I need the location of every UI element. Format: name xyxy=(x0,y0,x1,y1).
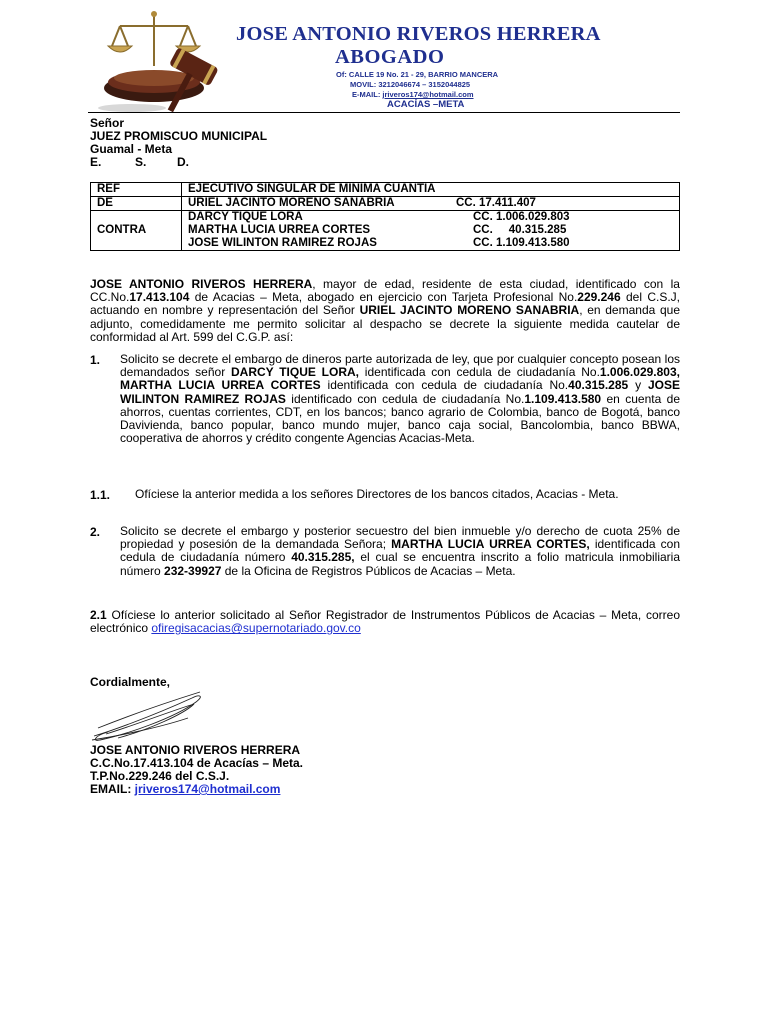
intro-text: , mayor de edad, residente de esta ciudad, identificado con la CC.No. xyxy=(90,277,680,305)
item-text: el cual se encuentra inscrito a folio matricula inmobiliaria número xyxy=(120,550,680,578)
defendant-name: DARCY TIQUE LORA xyxy=(188,211,303,223)
item-text: identificada con cedula de ciudadanía No. xyxy=(359,365,600,380)
contra-value xyxy=(182,211,680,251)
letterhead-office-address: Of: CALLE 19 No. 21 - 29, BARRIO MANCERA xyxy=(336,70,499,79)
addressee-salutation: Señor xyxy=(90,116,125,130)
item-bold: 1.006.029.803, MARTHA LUCIA URREA CORTES xyxy=(120,365,680,393)
item-bold: 232-39927 xyxy=(164,563,222,578)
defendant-cc: CC. 1.006.029.803 xyxy=(473,211,570,223)
item-text: Ofíciese la anterior medida a los señores Directores de los bancos citados, Acacias - Meta. xyxy=(135,487,619,501)
intro-text: de Acacias – Meta, abogado en ejercicio con Tarjeta Profesional No. xyxy=(189,290,578,305)
item-bold: JOSE WILINTON RAMIREZ ROJAS xyxy=(120,378,680,406)
esd-e: E. xyxy=(90,155,102,169)
letterhead-email-line xyxy=(352,90,474,99)
item-number: 2. xyxy=(90,525,101,539)
defendant-name: MARTHA LUCIA URREA CORTES xyxy=(188,224,371,236)
registry-email-link[interactable]: ofiregisacacias@supernotariado.gov.co xyxy=(151,621,361,636)
closing-greeting: Cordialmente, xyxy=(90,675,171,689)
esd-s: S. xyxy=(135,155,147,169)
defendant-name: JOSE WILINTON RAMIREZ ROJAS xyxy=(188,237,377,249)
item-text: identificada con cedula de ciudadanía número xyxy=(120,537,680,565)
item-number: 1.1. xyxy=(90,488,111,502)
defendant-cc: CC. 40.315.285 xyxy=(473,224,567,236)
signer-cc: C.C.No.17.413.104 de Acacías – Meta. xyxy=(90,756,303,770)
item-2-paragraph xyxy=(120,525,680,578)
signer-email-line xyxy=(90,783,280,796)
letterhead-city: ACACÍAS –META xyxy=(387,99,465,110)
item-bold: DARCY TIQUE LORA, xyxy=(230,365,360,380)
de-value xyxy=(182,197,680,211)
contra-label: CONTRA xyxy=(91,211,182,251)
letterhead-mobile: MOVIL: 3212046674 – 3152044825 xyxy=(350,80,471,89)
defendant-cc: CC. 1.109.413.580 xyxy=(473,237,570,249)
esd-d: D. xyxy=(177,155,189,169)
item-text: de la Oficina de Registros Públicos de Acacias – Meta. xyxy=(221,563,516,578)
item-1-paragraph xyxy=(120,353,680,445)
item-2-1-paragraph xyxy=(90,609,680,635)
item-number: 2.1 xyxy=(90,608,107,622)
item-text: Solicito se decrete el embargo y posterior secuestro del bien inmueble y/o derecho de cuota 25% de propiedad y posesión de la demandada Señora; xyxy=(120,524,680,552)
de-label: DE xyxy=(91,197,182,211)
plaintiff-cc: CC. 17.411.407 xyxy=(456,197,536,209)
plaintiff-name: URIEL JACINTO MORENO SANABRIA xyxy=(188,197,395,209)
intro-tp: 229.246 xyxy=(577,290,621,305)
intro-cc: 17.413.104 xyxy=(129,290,190,305)
table-row xyxy=(91,183,680,197)
signer-email-label: EMAIL: xyxy=(90,782,135,796)
item-text: Ofíciese lo anterior solicitado al Señor Registrador de Instrumentos Públicos de Acacias – Meta, correo electrónico xyxy=(90,608,680,636)
intro-lawyer-name: JOSE ANTONIO RIVEROS HERRERA xyxy=(90,277,313,291)
item-text: Solicito se decrete el embargo de dineros parte autorizada de ley, que por cualquier concepto posean los demandados señor xyxy=(120,352,680,380)
ref-label: REF xyxy=(91,183,182,197)
signer-name: JOSE ANTONIO RIVEROS HERRERA xyxy=(90,743,301,757)
item-text: y xyxy=(628,378,648,393)
reference-table xyxy=(90,182,680,251)
item-bold: MARTHA LUCIA URREA CORTES, xyxy=(391,537,590,552)
letterhead-divider xyxy=(88,112,680,113)
ref-value: EJECUTIVO SINGULAR DE MINIMA CUANTIA xyxy=(182,183,680,197)
item-text: identificado con cedula de ciudadanía No. xyxy=(285,391,525,406)
addressee-location: Guamal - Meta xyxy=(90,142,173,156)
intro-client-name: URIEL JACINTO MORENO SANABRIA xyxy=(359,303,580,318)
addressee-court: JUEZ PROMISCUO MUNICIPAL xyxy=(90,129,268,143)
letterhead-email-label: E-MAIL: xyxy=(352,90,383,99)
item-text: en cuenta de ahorros, cuentas corrientes, CDT, en los bancos; banco agrario de Colombia, banco de Bogotá, banco Davivienda, banco popular, banco mundo mujer, banco caja social, Bancolombia, banco BBWA, cooperativa de ahorros y crédito congente Agencias Acacias-Meta. xyxy=(120,391,680,446)
item-bold: 1.109.413.580 xyxy=(524,391,602,406)
intro-paragraph xyxy=(90,278,680,344)
letterhead-name: JOSE ANTONIO RIVEROS HERRERA xyxy=(236,23,601,45)
intro-text: , en demanda que adjunto, comedidamente me permito solicitar al despacho se decrete la siguiente medida cautelar de conformidad al Art. 599 del C.G.P. así: xyxy=(90,303,681,344)
intro-text: del C.S.J, actuando en nombre y representación del Señor xyxy=(90,290,681,318)
letterhead-email-link[interactable]: jriveros174@hotmail.com xyxy=(382,90,474,99)
signer-email-link[interactable]: jriveros174@hotmail.com xyxy=(134,782,281,796)
item-1-1-paragraph xyxy=(135,488,680,501)
table-row xyxy=(91,211,680,251)
table-row xyxy=(91,197,680,211)
item-text: identificada con cedula de ciudadanía No. xyxy=(320,378,569,393)
handwritten-signature xyxy=(88,688,208,744)
letterhead-title: ABOGADO xyxy=(335,46,445,68)
addressee-esd xyxy=(90,156,189,169)
scales-and-gavel-icon xyxy=(92,8,242,116)
signer-tp: T.P.No.229.246 del C.S.J. xyxy=(90,769,230,783)
item-bold: 40.315.285 xyxy=(568,378,629,393)
item-bold: 40.315.285, xyxy=(291,550,355,565)
item-number: 1. xyxy=(90,353,101,367)
